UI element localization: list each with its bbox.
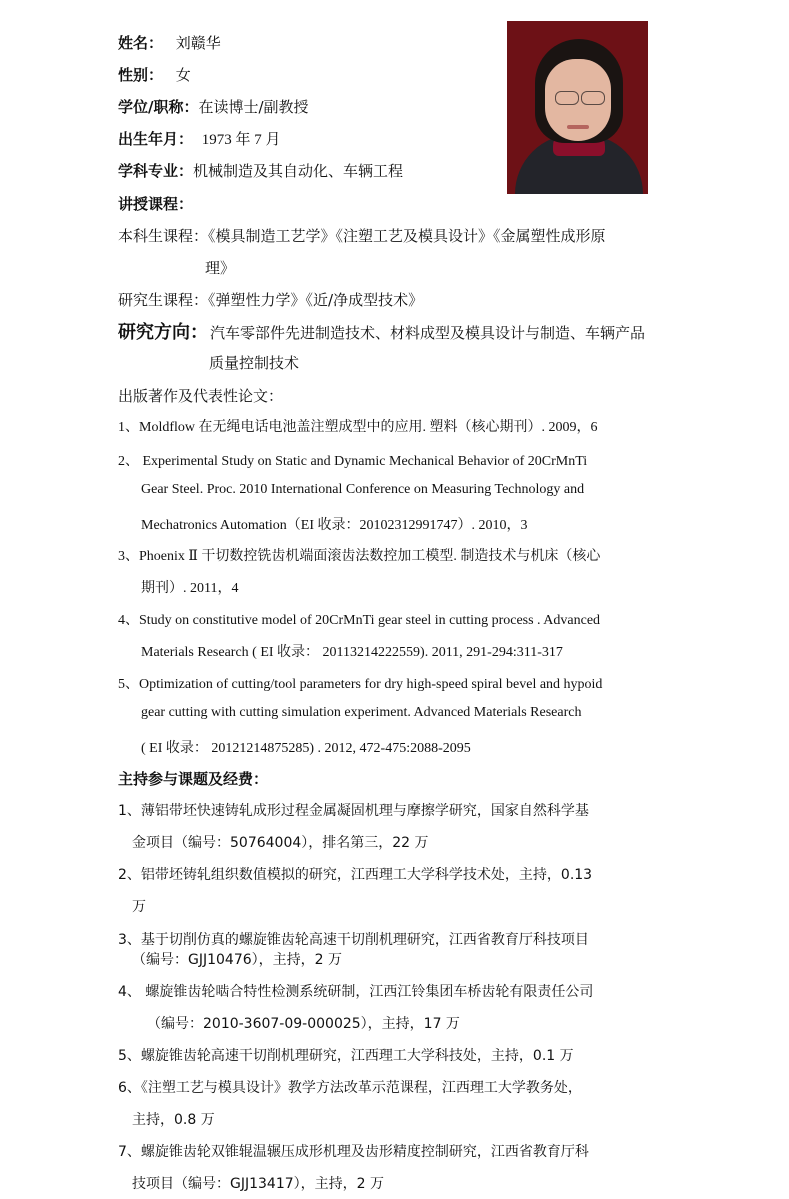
publication-5-line-1: 5、Optimization of cutting/tool parameters for dry high-speed spiral bevel and hypoid bbox=[118, 677, 603, 692]
grad-courses bbox=[118, 289, 423, 310]
project-4-line-1: 4、 螺旋锥齿轮啮合特性检测系统研制，江西江铃集团车桥齿轮有限责任公司 bbox=[118, 984, 594, 1000]
project-2-line-1: 2、铝带坯铸轧组织数值模拟的研究，江西理工大学科学技术处，主持，0.13 bbox=[118, 867, 593, 883]
publication-2-line-3: Mechatronics Automation（EI 收录：20102312991747）. 2010，3 bbox=[141, 518, 528, 533]
name-label: 姓名： bbox=[118, 34, 164, 52]
project-7-line-2: 技项目（编号：GJJ13417），主持，2 万 bbox=[132, 1176, 384, 1192]
research-line1: 汽车零部件先进制造技术、材料成型及模具设计与制造、车辆产品 bbox=[210, 324, 646, 342]
name-row bbox=[118, 32, 221, 53]
research-label: 研究方向： bbox=[118, 322, 208, 343]
profile-photo bbox=[507, 21, 648, 194]
birth-label: 出生年月： bbox=[118, 130, 194, 148]
project-7-line-1: 7、螺旋锥齿轮双锥辊温辗压成形机理及齿形精度控制研究，江西省教育厅科 bbox=[118, 1144, 589, 1160]
major-label: 学科专业： bbox=[118, 162, 194, 180]
project-3-line-1: 3、基于切削仿真的螺旋锥齿轮高速干切削机理研究，江西省教育厅科技项目 bbox=[118, 932, 589, 948]
publication-5-line-3: ( EI 收录： 20121214875285) . 2012, 472-475:2088-2095 bbox=[141, 741, 471, 756]
publication-3-line-1: 3、Phoenix Ⅱ 干切数控铣齿机端面滚齿法数控加工模型. 制造技术与机床（核心 bbox=[118, 549, 601, 564]
birth-value: 1973 年 7 月 bbox=[201, 132, 281, 148]
project-6-line-2: 主持，0.8 万 bbox=[132, 1112, 215, 1128]
gender-row bbox=[118, 64, 191, 85]
grad-label: 研究生课程： bbox=[118, 291, 209, 309]
publications-heading: 出版著作及代表性论文： bbox=[118, 387, 284, 405]
project-2-line-2: 万 bbox=[132, 899, 146, 915]
projects-heading: 主持参与课题及经费： bbox=[118, 770, 269, 788]
project-6-line-1: 6、《注塑工艺与模具设计》教学方法改革示范课程，江西理工大学教务处， bbox=[118, 1080, 582, 1096]
publication-4-line-1: 4、Study on constitutive model of 20CrMnTi gear steel in cutting process . Advanced bbox=[118, 613, 601, 628]
degree-row bbox=[118, 96, 309, 117]
grad-value: 《弹塑性力学》《近/净成型技术》 bbox=[208, 291, 424, 309]
project-1-line-1: 1、薄铝带坯快速铸轧成形过程金属凝固机理与摩擦学研究，国家自然科学基 bbox=[118, 803, 589, 819]
publication-3-line-2: 期刊）. 2011，4 bbox=[141, 581, 239, 596]
undergrad-line2: 理》 bbox=[205, 259, 236, 277]
publication-2-line-1: 2、 Experimental Study on Static and Dynamic Mechanical Behavior of 20CrMnTi bbox=[118, 454, 588, 469]
degree-label: 学位/职称： bbox=[118, 98, 199, 116]
research-line2: 质量控制技术 bbox=[209, 354, 300, 372]
project-3-line-2: （编号：GJJ10476），主持，2 万 bbox=[132, 952, 342, 968]
major-row bbox=[118, 160, 403, 181]
undergrad-courses bbox=[118, 225, 606, 246]
project-1-line-2: 金项目（编号：50764004），排名第三，22 万 bbox=[132, 835, 429, 851]
publication-1-line-1: 1、Moldflow 在无绳电话电池盖注塑成型中的应用. 塑料（核心期刊）. 2009，6 bbox=[118, 420, 598, 435]
undergrad-line1: 《模具制造工艺学》《注塑工艺及模具设计》《金属塑性成形原 bbox=[208, 227, 606, 245]
gender-label: 性别： bbox=[118, 66, 164, 84]
publication-5-line-2: gear cutting with cutting simulation experiment. Advanced Materials Research bbox=[141, 705, 582, 720]
name-value: 刘赣华 bbox=[175, 34, 221, 52]
courses-heading: 讲授课程： bbox=[118, 195, 194, 213]
degree-value: 在读博士/副教授 bbox=[198, 98, 309, 116]
birth-row bbox=[118, 128, 281, 149]
project-4-line-2: （编号：2010-3607-09-000025），主持，17 万 bbox=[147, 1016, 460, 1032]
research-row bbox=[118, 318, 645, 344]
gender-value: 女 bbox=[175, 66, 191, 84]
project-5-line-1: 5、螺旋锥齿轮高速干切削机理研究，江西理工大学科技处，主持，0.1 万 bbox=[118, 1048, 574, 1064]
publication-4-line-2: Materials Research ( EI 收录： 20113214222559). 2011, 291-294:311-317 bbox=[141, 645, 563, 660]
major-value: 机械制造及其自动化、车辆工程 bbox=[193, 162, 404, 180]
undergrad-label: 本科生课程： bbox=[118, 227, 209, 245]
publication-2-line-2: Gear Steel. Proc. 2010 International Conference on Measuring Technology and bbox=[141, 482, 585, 497]
